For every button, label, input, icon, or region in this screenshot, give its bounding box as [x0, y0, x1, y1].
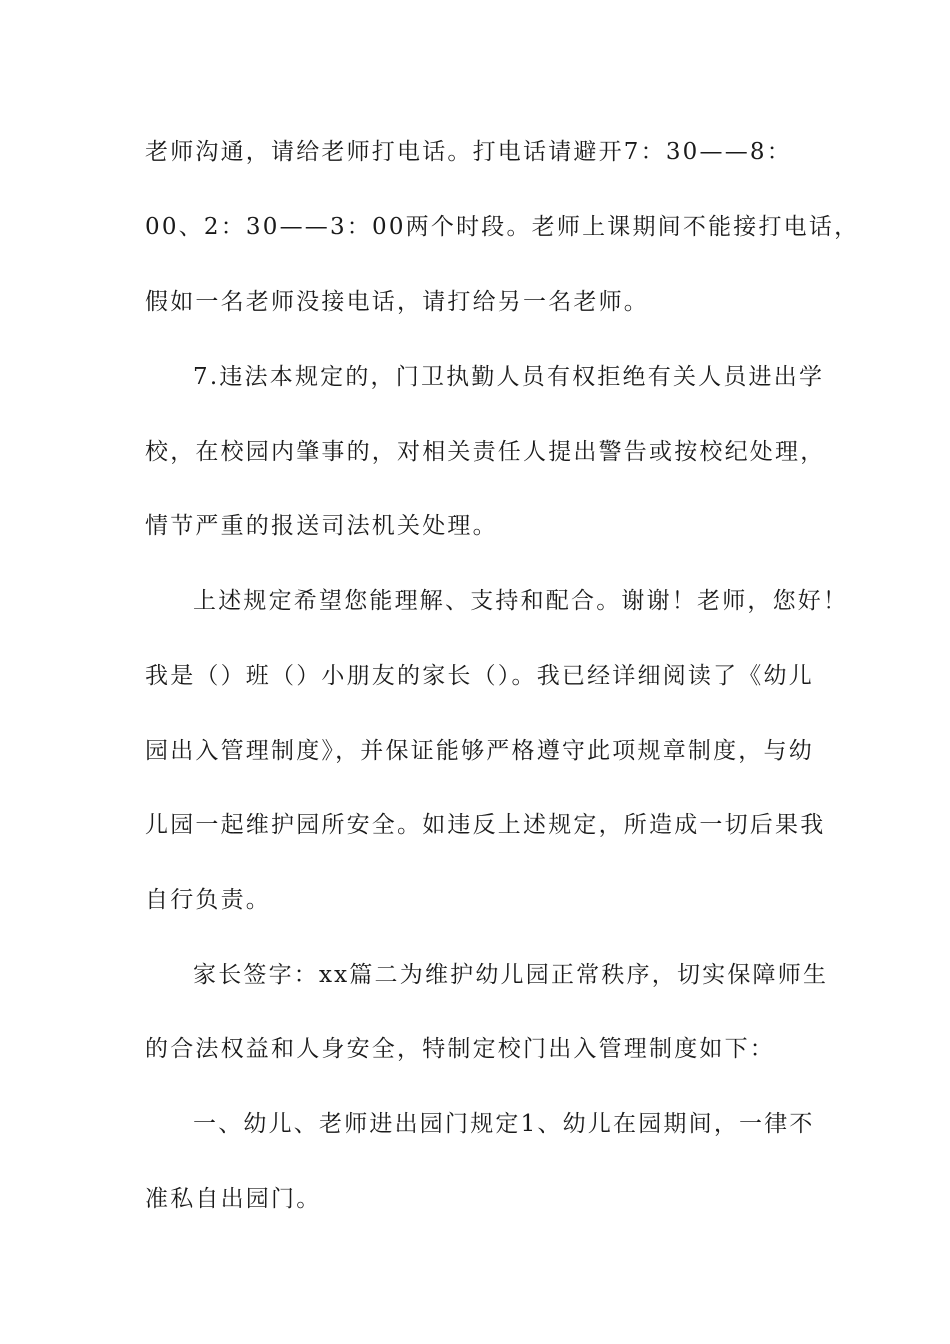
text-line: 的合法权益和人身安全，特制定校门出入管理制度如下：	[145, 1036, 775, 1062]
text-line: 园出入管理制度》，并保证能够严格遵守此项规章制度，与幼	[145, 738, 814, 764]
text-line: 我是（）班（）小朋友的家长（）。我已经详细阅读了《幼儿	[145, 663, 814, 689]
text-line: 情节严重的报送司法机关处理。	[145, 513, 498, 539]
paragraph-first-line: 家长签字：xx篇二为维护幼儿园正常秩序，切实保障师生	[193, 962, 829, 988]
paragraph-first-line: 一、幼儿、老师进出园门规定1、幼儿在园期间，一律不	[193, 1111, 815, 1137]
text-line: 00、2：30——3：00两个时段。老师上课期间不能接打电话，	[145, 214, 860, 240]
text-line: 假如一名老师没接电话，请打给另一名老师。	[145, 289, 649, 315]
paragraph-first-line: 上述规定希望您能理解、支持和配合。谢谢！老师，您好！	[193, 588, 849, 614]
text-line: 校，在校园内肇事的，对相关责任人提出警告或按校纪处理，	[145, 439, 826, 465]
text-line: 儿园一起维护园所安全。如违反上述规定，所造成一切后果我	[145, 812, 826, 838]
paragraph-first-line: 7.违法本规定的，门卫执勤人员有权拒绝有关人员进出学	[193, 364, 825, 390]
text-line: 准私自出园门。	[145, 1186, 322, 1212]
text-line: 老师沟通，请给老师打电话。打电话请避开7：30——8：	[145, 139, 792, 165]
text-line: 自行负责。	[145, 887, 271, 913]
